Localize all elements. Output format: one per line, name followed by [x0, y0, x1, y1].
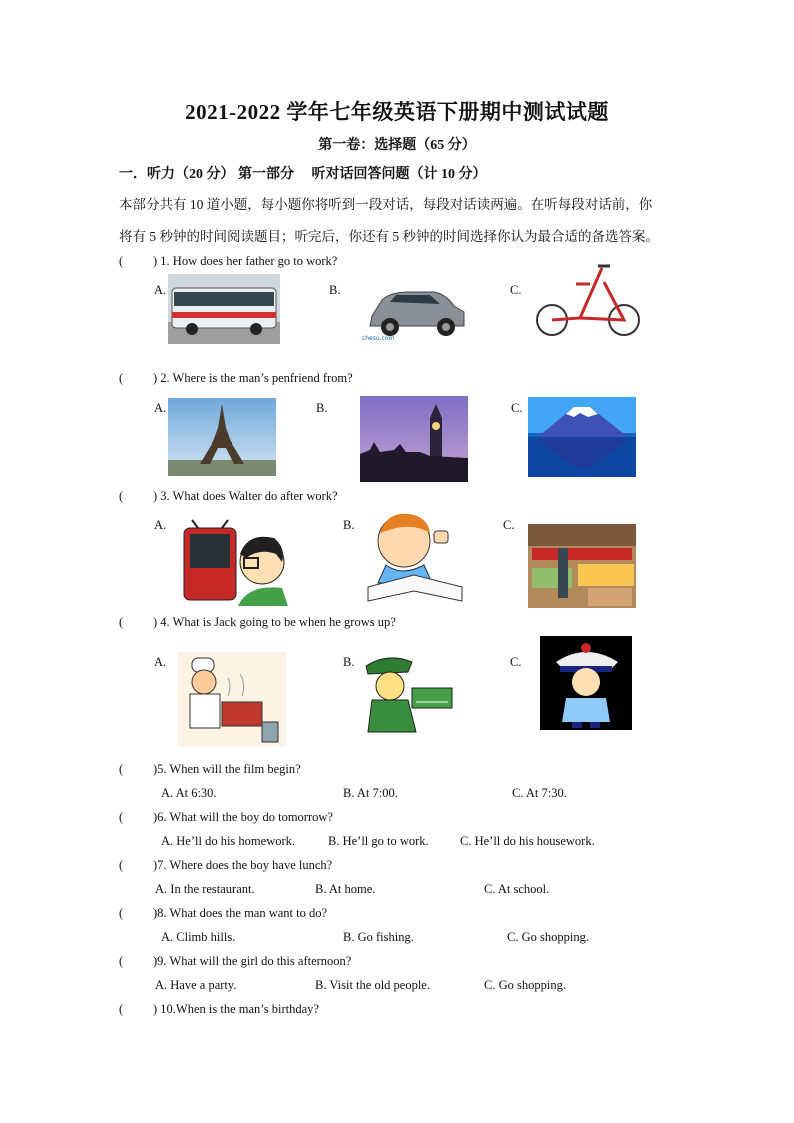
watching-tv-picture[interactable] [178, 518, 288, 606]
option-a: A. At 6:30. [161, 786, 217, 800]
postman-picture[interactable] [358, 648, 456, 736]
bus-picture[interactable] [168, 274, 280, 344]
section-heading: 一．听力（20 分） 第一部分 听对话回答问题（计 10 分） [119, 167, 487, 182]
option-c-label: C. [510, 283, 522, 297]
option-c: C. At school. [484, 882, 550, 896]
eiffel-tower-picture[interactable] [168, 398, 276, 476]
question-10 [119, 1002, 319, 1017]
option-b: B. At 7:00. [343, 786, 398, 800]
option-b-label: B. [343, 518, 355, 532]
question-text: ) 2. Where is the man’s penfriend from? [153, 371, 353, 385]
policeman-picture[interactable] [540, 636, 632, 730]
answer-blank[interactable]: ( [119, 858, 124, 872]
option-a-label: A. [154, 283, 167, 297]
question-text: )6. What will the boy do tomorrow? [153, 810, 333, 824]
answer-blank[interactable]: ( [119, 615, 124, 629]
supermarket-picture[interactable] [528, 524, 636, 608]
cook-picture[interactable] [178, 652, 286, 746]
option-c: C. He’ll do his housework. [460, 834, 595, 848]
answer-blank[interactable]: ( [119, 254, 124, 268]
option-c: C. Go shopping. [507, 930, 589, 944]
page-title: 2021-2022 学年七年级英语下册期中测试试题 [185, 100, 609, 124]
option-a: A. Climb hills. [161, 930, 236, 944]
question-3 [119, 489, 338, 504]
question-9 [119, 954, 351, 969]
question-text: ) 3. What does Walter do after work? [153, 489, 338, 503]
question-text: )7. Where does the boy have lunch? [153, 858, 333, 872]
option-b-label: B. [316, 401, 328, 415]
car-picture[interactable] [360, 272, 473, 346]
mount-fuji-picture[interactable] [528, 397, 636, 477]
option-b: B. At home. [315, 882, 376, 896]
question-6 [119, 810, 333, 825]
bicycle-picture[interactable] [532, 260, 644, 340]
option-a-label: A. [154, 518, 167, 532]
question-4 [119, 615, 396, 630]
question-8 [119, 906, 327, 921]
paper-subtitle: 第一卷：选择题（65 分） [318, 138, 476, 153]
question-text: )9. What will the girl do this afternoon? [153, 954, 352, 968]
option-b-label: B. [329, 283, 341, 297]
option-c-label: C. [511, 401, 523, 415]
question-text: )8. What does the man want to do? [153, 906, 328, 920]
question-2 [119, 371, 353, 386]
question-7 [119, 858, 332, 873]
car-caption: chesu.com [362, 335, 395, 342]
answer-blank[interactable]: ( [119, 954, 124, 968]
option-b: B. Visit the old people. [315, 978, 430, 992]
question-text: )5. When will the film begin? [153, 762, 301, 776]
big-ben-picture[interactable] [360, 396, 468, 482]
answer-blank[interactable]: ( [119, 810, 124, 824]
option-a-label: A. [154, 401, 167, 415]
answer-blank[interactable]: ( [119, 371, 124, 385]
option-a-label: A. [154, 655, 167, 669]
answer-blank[interactable]: ( [119, 1002, 124, 1016]
question-1 [119, 254, 337, 269]
boy-reading-picture[interactable] [358, 503, 470, 607]
option-a: A. Have a party. [155, 978, 237, 992]
question-5 [119, 762, 301, 777]
option-a: A. In the restaurant. [155, 882, 255, 896]
instructions-line-1: 本部分共有 10 道小题，每小题你将听到一段对话，每段对话读两遍。在听每段对话前，你 [119, 197, 653, 212]
option-c-label: C. [510, 655, 522, 669]
option-c: C. Go shopping. [484, 978, 566, 992]
option-c: C. At 7:30. [512, 786, 567, 800]
option-b: B. He’ll go to work. [328, 834, 429, 848]
option-a: A. He’ll do his homework. [161, 834, 296, 848]
instructions-line-2: 将有 5 秒钟的时间阅读题目；听完后，你还有 5 秒钟的时间选择你认为最合适的备选答案。 [119, 229, 659, 244]
answer-blank[interactable]: ( [119, 762, 124, 776]
question-text: ) 1. How does her father go to work? [153, 254, 338, 268]
option-c-label: C. [503, 518, 515, 532]
answer-blank[interactable]: ( [119, 906, 124, 920]
answer-blank[interactable]: ( [119, 489, 124, 503]
option-b: B. Go fishing. [343, 930, 414, 944]
question-text: ) 10.When is the man’s birthday? [153, 1002, 319, 1016]
question-text: ) 4. What is Jack going to be when he grows up? [153, 615, 396, 629]
option-b-label: B. [343, 655, 355, 669]
